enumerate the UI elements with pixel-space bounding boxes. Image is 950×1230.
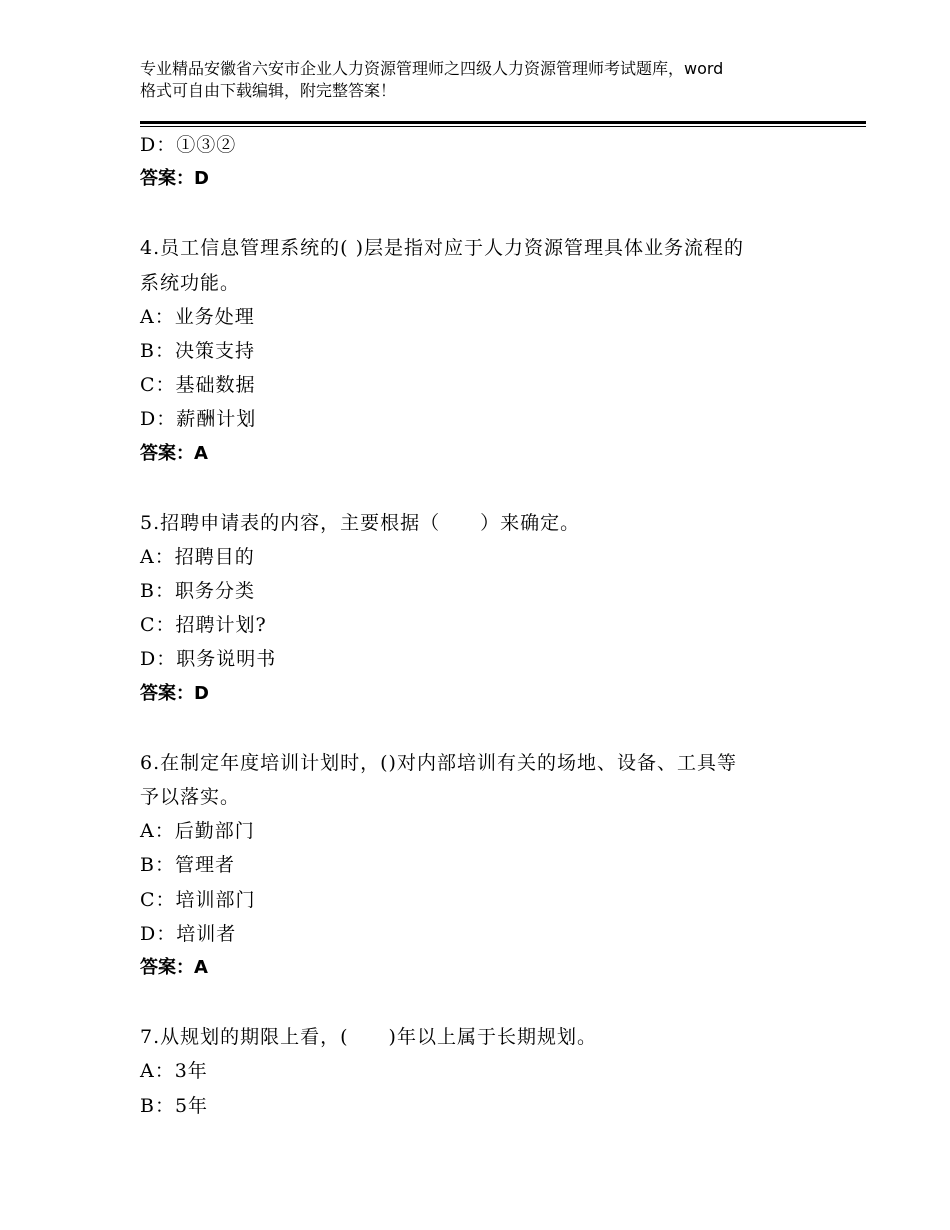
header-line-2: 格式可自由下载编辑，附完整答案！: [140, 81, 397, 100]
question-stem: 5.招聘申请表的内容，主要根据（ ）来确定。: [140, 511, 581, 534]
spacer: [140, 471, 840, 506]
answer: 答案：A: [140, 956, 208, 978]
question-4: [140, 231, 840, 470]
question-stem: 7.从规划的期限上看，( )年以上属于长期规划。: [140, 1026, 597, 1049]
option-c: C：招聘计划?: [140, 614, 267, 637]
option-b: B：管理者: [140, 854, 235, 877]
document-body: [140, 128, 840, 1123]
prev-answer: 答案：D: [140, 168, 209, 190]
option-c: C：培训部门: [140, 888, 256, 911]
spacer: [140, 196, 840, 231]
spacer: [140, 711, 840, 746]
option-c: C：基础数据: [140, 374, 256, 397]
answer: 答案：A: [140, 442, 208, 464]
question-6: [140, 746, 840, 985]
question-7: [140, 1020, 840, 1123]
answer: 答案：D: [140, 682, 209, 704]
question-stem: 6.在制定年度培训计划时，()对内部培训有关的场地、设备、工具等: [140, 751, 737, 774]
option-a: A：3年: [140, 1060, 208, 1083]
header-rule-thin: [140, 126, 866, 127]
option-d: D：培训者: [140, 922, 237, 945]
question-stem-cont: 系统功能。: [140, 271, 241, 294]
document-header: [140, 58, 830, 102]
spacer: [140, 985, 840, 1020]
option-b: B：决策支持: [140, 339, 255, 362]
question-stem-cont: 予以落实。: [140, 786, 241, 808]
option-a: A：后勤部门: [140, 820, 255, 843]
option-d: D：薪酬计划: [140, 408, 257, 431]
question-5: [140, 506, 840, 711]
header-line-1: 专业精品安徽省六安市企业人力资源管理师之四级人力资源管理师考试题库，word: [140, 59, 724, 78]
option-a: A：招聘目的: [140, 545, 255, 568]
question-stem: 4.员工信息管理系统的( )层是指对应于人力资源管理具体业务流程的: [140, 237, 744, 260]
option-a: A：业务处理: [140, 305, 255, 328]
prev-option-d: D：①③②: [140, 134, 237, 156]
option-b: B：职务分类: [140, 580, 255, 603]
option-d: D：职务说明书: [140, 648, 277, 671]
option-b: B：5年: [140, 1094, 209, 1117]
header-rule-thick: [140, 121, 866, 124]
